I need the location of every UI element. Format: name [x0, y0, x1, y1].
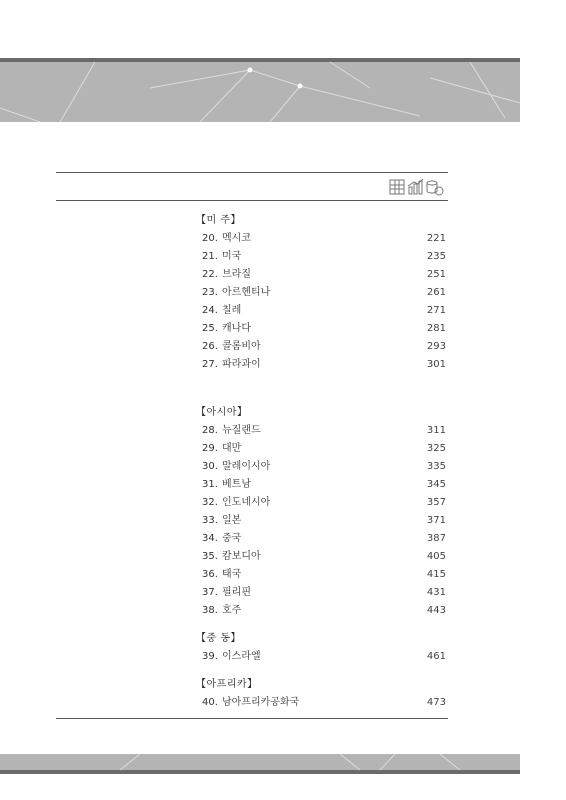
header-icons — [389, 178, 445, 196]
entry-name: 베트남 — [222, 479, 251, 490]
entry-page: 371 — [426, 515, 446, 526]
entry-page: 345 — [426, 479, 446, 490]
entry-name: 이스라엘 — [222, 651, 261, 662]
section-asia — [196, 404, 446, 620]
entry-page: 325 — [426, 443, 446, 454]
entry-page: 335 — [426, 461, 446, 472]
entry-page: 301 — [426, 359, 446, 370]
toc-entry[interactable] — [196, 494, 446, 512]
section-africa — [196, 676, 446, 712]
entry-page: 261 — [426, 287, 446, 298]
toc-entry[interactable] — [196, 530, 446, 548]
entry-page: 431 — [426, 587, 446, 598]
entry-page: 281 — [426, 323, 446, 334]
section-title: 【아시아】 — [196, 407, 248, 418]
toc-entry[interactable] — [196, 602, 446, 620]
toc-entry[interactable] — [196, 302, 446, 320]
entry-number: 27. — [202, 359, 218, 370]
entry-number: 24. — [202, 305, 218, 316]
toc-entry[interactable] — [196, 284, 446, 302]
entry-number: 33. — [202, 515, 218, 526]
entry-name: 뉴질랜드 — [222, 425, 261, 436]
toc-entry[interactable] — [196, 422, 446, 440]
toc-entry[interactable] — [196, 440, 446, 458]
entry-name: 중국 — [222, 533, 242, 544]
entry-name: 인도네시아 — [222, 497, 271, 508]
entry-name: 미국 — [222, 251, 242, 262]
entry-page: 235 — [426, 251, 446, 262]
coins-icon — [427, 181, 443, 195]
toc-entry[interactable] — [196, 320, 446, 338]
entry-page: 387 — [426, 533, 446, 544]
toc-entry[interactable] — [196, 512, 446, 530]
grid-icon — [390, 180, 404, 194]
entry-page: 311 — [426, 425, 446, 436]
entry-number: 22. — [202, 269, 218, 280]
entry-name: 콜롬비아 — [222, 341, 261, 352]
entry-number: 28. — [202, 425, 218, 436]
entry-name: 캐나다 — [222, 323, 251, 334]
chart-icon — [408, 179, 423, 194]
toc-entry[interactable] — [196, 648, 446, 666]
entry-number: 29. — [202, 443, 218, 454]
entry-name: 필리핀 — [222, 587, 251, 598]
entry-number: 36. — [202, 569, 218, 580]
entry-name: 남아프리카공화국 — [222, 697, 300, 708]
entry-page: 357 — [426, 497, 446, 508]
entry-page: 251 — [426, 269, 446, 280]
entry-page: 221 — [426, 233, 446, 244]
entry-page: 405 — [426, 551, 446, 562]
toc-entry[interactable] — [196, 356, 446, 374]
entry-number: 20. — [202, 233, 218, 244]
entry-number: 31. — [202, 479, 218, 490]
entry-name: 호주 — [222, 605, 242, 616]
header-decorative-band — [0, 58, 520, 122]
toc-entry[interactable] — [196, 266, 446, 284]
entry-name: 멕시코 — [222, 233, 251, 244]
footer-rule — [56, 718, 448, 719]
section-middle-east — [196, 630, 446, 666]
entry-page: 293 — [426, 341, 446, 352]
entry-number: 26. — [202, 341, 218, 352]
entry-number: 39. — [202, 651, 218, 662]
toc-entry[interactable] — [196, 584, 446, 602]
entry-name: 파라과이 — [222, 359, 261, 370]
entry-number: 38. — [202, 605, 218, 616]
toc-entry[interactable] — [196, 566, 446, 584]
section-americas — [196, 212, 446, 374]
footer-decorative-band — [0, 754, 520, 774]
section-title: 【미 주】 — [196, 215, 241, 226]
toc-entry[interactable] — [196, 548, 446, 566]
header-rule-top — [56, 172, 448, 173]
entry-number: 21. — [202, 251, 218, 262]
entry-page: 443 — [426, 605, 446, 616]
toc-entry[interactable] — [196, 248, 446, 266]
entry-number: 32. — [202, 497, 218, 508]
entry-name: 아르헨티나 — [222, 287, 271, 298]
entry-number: 25. — [202, 323, 218, 334]
entry-number: 23. — [202, 287, 218, 298]
header-rule-bottom — [56, 200, 448, 201]
table-of-contents — [196, 212, 446, 712]
entry-name: 캄보디아 — [222, 551, 261, 562]
entry-name: 일본 — [222, 515, 242, 526]
section-title: 【중 동】 — [196, 633, 241, 644]
entry-page: 271 — [426, 305, 446, 316]
entry-number: 40. — [202, 697, 218, 708]
entry-number: 34. — [202, 533, 218, 544]
entry-number: 30. — [202, 461, 218, 472]
entry-name: 칠레 — [222, 305, 242, 316]
section-title: 【아프리카】 — [196, 679, 258, 690]
toc-entry[interactable] — [196, 338, 446, 356]
entry-page: 473 — [426, 697, 446, 708]
entry-page: 415 — [426, 569, 446, 580]
toc-entry[interactable] — [196, 476, 446, 494]
entry-name: 태국 — [222, 569, 242, 580]
toc-entry[interactable] — [196, 458, 446, 476]
entry-name: 브라질 — [222, 269, 251, 280]
entry-number: 37. — [202, 587, 218, 598]
entry-name: 말레이시아 — [222, 461, 271, 472]
entry-name: 대만 — [222, 443, 242, 454]
toc-entry[interactable] — [196, 230, 446, 248]
entry-page: 461 — [426, 651, 446, 662]
toc-entry[interactable] — [196, 694, 446, 712]
entry-number: 35. — [202, 551, 218, 562]
